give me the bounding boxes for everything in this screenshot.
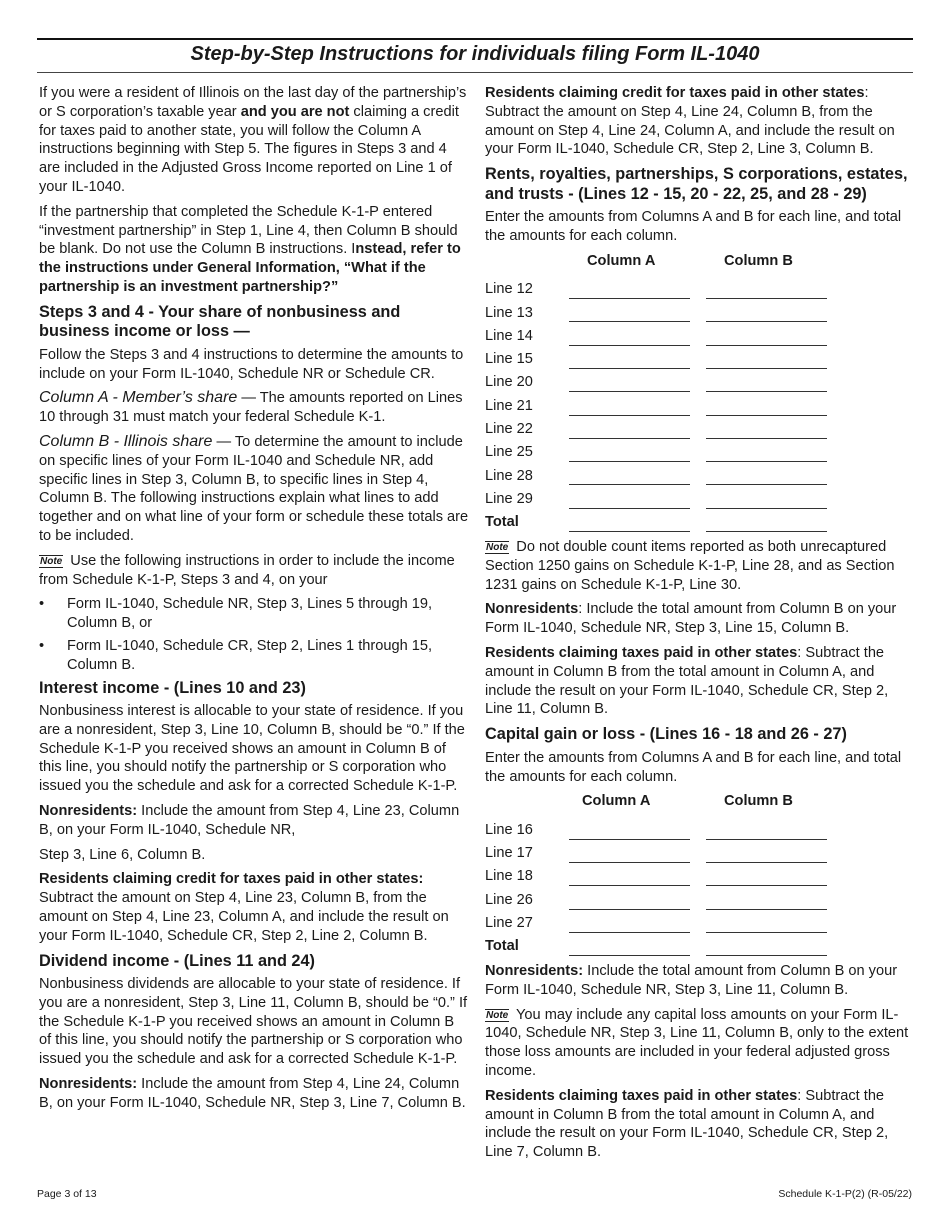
rents-heading: Rents, royalties, partnerships, S corporations, estates, and trusts - (Lines 12 - 15, 20 - 22, 25, and 28 - 29)	[485, 165, 908, 203]
column-b-header: Column B	[724, 252, 793, 269]
capital-table-header	[485, 792, 915, 816]
line-label: Line 28	[485, 467, 533, 484]
line-label: Line 21	[485, 397, 533, 414]
intro-paragraph-1: If you were a resident of Illinois on the last day of the partnership’s or S corporation’s taxable year and you are not claiming a credit for taxes paid to another state, you will follow the Column A instructions beginning with Step 5. The figures in Steps 3 and 4 are included in the Adjusted Gross Income reported on Line 1 of your IL-1040.	[39, 85, 467, 195]
note-paragraph: Note Use the following instructions in order to include the income from Schedule K-1-P, Steps 3 and 4, on your	[39, 552, 455, 588]
table-row	[485, 276, 915, 299]
line-label: Line 13	[485, 304, 533, 321]
capital-nonresidents: Nonresidents: Include the total amount from Column B on your Form IL-1040, Schedule NR, Step 3, Line 11, Column B.	[485, 963, 898, 998]
line-label: Line 27	[485, 915, 533, 931]
interest-nonresidents-cont: Step 3, Line 6, Column B.	[39, 846, 206, 863]
column-a-blank[interactable]	[569, 306, 690, 322]
rents-total-row	[485, 509, 915, 532]
bullet-icon: •	[39, 637, 45, 654]
column-a-blank[interactable]	[569, 824, 690, 840]
line-label: Line 17	[485, 845, 533, 862]
column-b-blank[interactable]	[706, 400, 827, 416]
table-row	[485, 439, 915, 462]
steps-heading: Steps 3 and 4 - Your share of nonbusiness and business income or loss —	[39, 302, 401, 341]
right-column	[485, 84, 915, 1168]
column-b-blank[interactable]	[706, 283, 827, 299]
column-a-header: Column A	[582, 793, 651, 810]
total-column-b-blank[interactable]	[706, 940, 827, 956]
column-b-blank[interactable]	[706, 446, 827, 462]
intro-paragraph-2: If the partnership that completed the Schedule K-1-P entered “investment partnership” in Step 1, Line 4, then Column B should be blank. Do not use the Column B instructions. Instead, refer to the instructions under General Information, “What if the partnership is an investment partnership?”	[39, 203, 461, 295]
interest-paragraph: Nonbusiness interest is allocable to your state of residence. If you are a nonresident, Step 3, Line 10, Column B, should be “0.” If the Schedule K-1-P you received shows an amount in Column B of this line, you should notify the partnership or S corporation who issued you the schedule and ask for a corrected Schedule K-1-P.	[39, 703, 465, 795]
table-row	[485, 840, 915, 863]
column-a-blank[interactable]	[569, 847, 690, 863]
column-b-blank[interactable]	[706, 847, 827, 863]
capital-total-row	[485, 933, 915, 956]
line-label: Line 20	[485, 374, 533, 391]
column-a-blank[interactable]	[569, 376, 690, 392]
capital-table	[485, 792, 915, 956]
form-identifier: Schedule K-1-P(2) (R-05/22)	[778, 1188, 912, 1200]
total-label: Total	[485, 514, 519, 531]
line-label: Line 29	[485, 490, 533, 507]
table-row	[485, 816, 915, 839]
column-b-blank[interactable]	[706, 469, 827, 485]
rents-table	[485, 252, 915, 532]
table-row	[485, 485, 915, 508]
form-list	[39, 595, 469, 674]
note-icon: Note	[486, 1009, 509, 1021]
line-label: Line 15	[485, 351, 533, 368]
list-item: • Form IL-1040, Schedule NR, Step 3, Lines 5 through 19, Column B, or	[39, 596, 433, 632]
column-b-blank[interactable]	[706, 423, 827, 439]
rents-residents: Residents claiming taxes paid in other states: Subtract the amount in Column B from the total amount in Column A, and include the result on your Form IL-1040, Schedule CR, Step 2, Line 11, Column B.	[485, 645, 889, 718]
top-rule	[37, 38, 913, 40]
column-b-header: Column B	[724, 793, 793, 810]
note-icon: Note	[40, 555, 63, 567]
column-b-blank[interactable]	[706, 870, 827, 886]
dividend-paragraph: Nonbusiness dividends are allocable to your state of residence. If you are a nonresident, Step 3, Line 11, Column B, should be “0.” If the Schedule K-1-P you received shows an amount in Column B of this line, you should notify the partnership or S corporation who issued you the schedule and ask for a corrected Schedule K-1-P.	[39, 976, 468, 1068]
column-b-blank[interactable]	[706, 917, 827, 933]
column-a-blank[interactable]	[569, 917, 690, 933]
bullet-icon: •	[39, 596, 45, 613]
capital-paragraph: Enter the amounts from Columns A and B for each line, and total the amounts for each column.	[485, 749, 902, 785]
column-b-paragraph: Column B - Illinois share — To determine the amount to include on specific lines of your Form IL-1040 and Schedule NR, add specific lines in Step 3, Column B, to specific lines in Step 4, Column B. The following instructions explain what lines to add together and on what line of your form or schedule these totals are to be included.	[39, 432, 469, 544]
dividend-nonresidents: Nonresidents: Include the amount from Step 4, Line 24, Column B, on your Form IL-1040, Schedule NR, Step 3, Line 7, Column B.	[39, 1076, 466, 1111]
column-a-blank[interactable]	[569, 469, 690, 485]
rents-note: Note Do not double count items reported as both unrecaptured Section 1250 gains on Schedule K-1-P, Line 28, and as Section 1231 gains on Schedule K-1-P, Line 30.	[485, 539, 895, 593]
dividend-heading: Dividend income - (Lines 11 and 24)	[39, 951, 315, 970]
column-a-blank[interactable]	[569, 493, 690, 509]
table-row	[485, 346, 915, 369]
line-label: Line 14	[485, 327, 533, 344]
interest-nonresidents: Nonresidents: Include the amount from Step 4, Line 23, Column B, on your Form IL-1040, Schedule NR,	[39, 803, 460, 838]
column-b-blank[interactable]	[706, 306, 827, 322]
total-label: Total	[485, 938, 519, 955]
page-number: Page 3 of 13	[37, 1188, 97, 1200]
column-b-blank[interactable]	[706, 376, 827, 392]
line-label: Line 26	[485, 891, 533, 908]
dividend-residents: Residents claiming credit for taxes paid in other states: Subtract the amount on Step 4, Line 24, Column B, from the amount on Step 4, Line 24, Column A, and include the result on your Form IL-1040, Schedule CR, Step 2, Line 3, Column B.	[485, 85, 895, 158]
column-a-paragraph: Column A - Member’s share — The amounts reported on Lines 10 through 31 must match your federal Schedule K-1.	[39, 389, 463, 426]
note-icon: Note	[486, 542, 509, 554]
column-a-blank[interactable]	[569, 894, 690, 910]
column-b-blank[interactable]	[706, 493, 827, 509]
column-a-header: Column A	[587, 252, 656, 269]
interest-residents: Residents claiming credit for taxes paid in other states: Subtract the amount on Step 4, Line 23, Column B, from the amount on Step 4, Line 23, Column A, and include the result on your Form IL-1040, Schedule CR, Step 2, Line 2, Column B.	[39, 871, 449, 944]
left-column	[39, 84, 469, 1119]
table-row	[485, 416, 915, 439]
table-row	[485, 462, 915, 485]
page-title: Step-by-Step Instructions for individuals filing Form IL-1040	[190, 43, 760, 65]
table-row	[485, 392, 915, 415]
column-b-blank[interactable]	[706, 330, 827, 346]
column-a-blank[interactable]	[569, 283, 690, 299]
table-row	[485, 299, 915, 322]
line-label: Line 25	[485, 444, 533, 461]
steps-paragraph: Follow the Steps 3 and 4 instructions to determine the amounts to include on your Form IL-1040, Schedule NR or Schedule CR.	[39, 346, 464, 382]
column-a-blank[interactable]	[569, 400, 690, 416]
total-column-a-blank[interactable]	[569, 940, 690, 956]
interest-heading: Interest income - (Lines 10 and 23)	[39, 678, 306, 697]
line-label: Line 18	[485, 868, 533, 885]
table-row	[485, 863, 915, 886]
total-column-a-blank[interactable]	[569, 516, 690, 532]
column-b-blank[interactable]	[706, 894, 827, 910]
line-label: Line 16	[485, 821, 533, 838]
title-underline	[37, 72, 913, 73]
column-a-blank[interactable]	[569, 446, 690, 462]
rents-paragraph: Enter the amounts from Columns A and B for each line, and total the amounts for each column.	[485, 209, 902, 244]
capital-heading: Capital gain or loss - (Lines 16 - 18 and 26 - 27)	[485, 725, 847, 744]
line-label: Line 12	[485, 281, 533, 298]
column-a-blank[interactable]	[569, 353, 690, 369]
total-column-b-blank[interactable]	[706, 516, 827, 532]
column-a-blank[interactable]	[569, 330, 690, 346]
table-row	[485, 910, 915, 933]
column-b-blank[interactable]	[706, 824, 827, 840]
line-label: Line 22	[485, 421, 533, 438]
table-row	[485, 322, 915, 345]
table-row	[485, 369, 915, 392]
capital-residents: Residents claiming taxes paid in other states: Subtract the amount in Column B from the total amount in Column A, and include the result on your Form IL-1040, Schedule CR, Step 2, Line 7, Column B.	[485, 1087, 889, 1161]
rents-table-header	[485, 252, 915, 276]
column-b-blank[interactable]	[706, 353, 827, 369]
rents-nonresidents: Nonresidents: Include the total amount from Column B on your Form IL-1040, Schedule NR, Step 3, Line 15, Column B.	[485, 601, 897, 637]
list-item: • Form IL-1040, Schedule CR, Step 2, Lines 1 through 15, Column B.	[39, 637, 433, 673]
table-row	[485, 886, 915, 909]
capital-note: Note You may include any capital loss amounts on your Form IL-1040, Schedule NR, Step 3, Line 11, Column B, only to the extent those loss amounts are included in your federal adjusted gross income.	[485, 1006, 909, 1080]
column-a-blank[interactable]	[569, 870, 690, 886]
column-a-blank[interactable]	[569, 423, 690, 439]
